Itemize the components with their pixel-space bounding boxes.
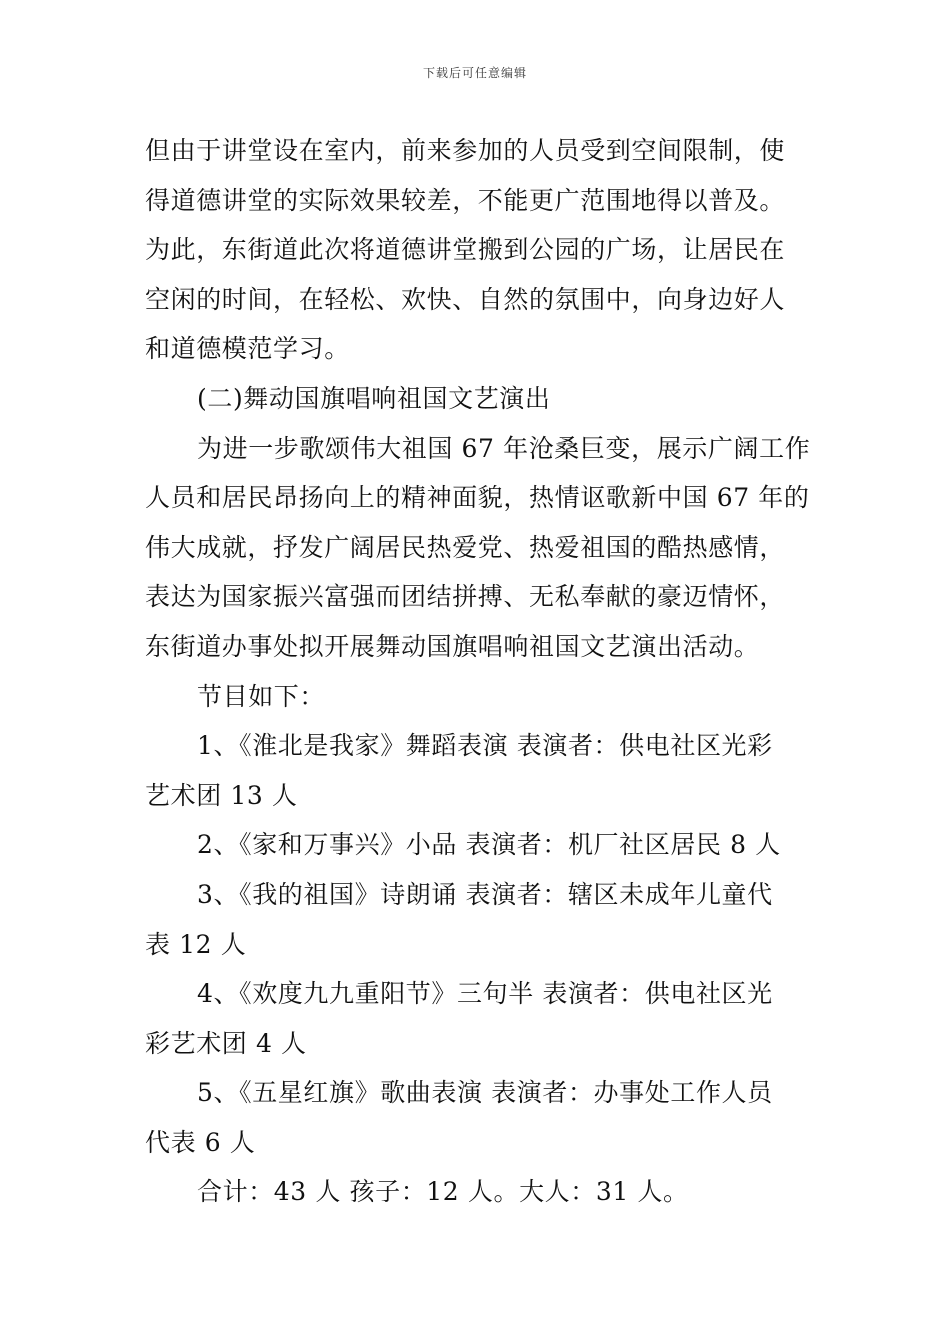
paragraph-line: 伟大成就，抒发广阔居民热爱党、热爱祖国的酷热感情，	[145, 532, 786, 562]
total-summary: 合计：43 人 孩子：12 人。大人：31 人。	[197, 1177, 689, 1207]
paragraph-line: 和道德模范学习。	[145, 334, 350, 364]
paragraph-line: 空闲的时间，在轻松、欢快、自然的氛围中，向身边好人	[145, 284, 786, 314]
program-item: 3、《我的祖国》诗朗诵 表演者：辖区未成年儿童代	[197, 879, 773, 909]
paragraph-line: 为进一步歌颂伟大祖国 67 年沧桑巨变，展示广阔工作	[197, 433, 811, 463]
paragraph-line: 但由于讲堂设在室内，前来参加的人员受到空间限制，使	[145, 136, 786, 165]
paragraph-line: 为此，东街道此次将道德讲堂搬到公园的广场，让居民在	[145, 235, 786, 265]
program-item-continued: 彩艺术团 4 人	[145, 1028, 307, 1058]
paragraph-line: 东街道办事处拟开展舞动国旗唱响祖国文艺演出活动。	[145, 631, 760, 661]
page-header: 下载后可任意编辑	[422, 66, 527, 80]
document-body	[145, 126, 810, 1217]
program-item-continued: 表 12 人	[145, 929, 247, 959]
program-item-continued: 艺术团 13 人	[145, 780, 298, 810]
program-item-continued: 代表 6 人	[145, 1127, 256, 1157]
program-item: 5、《五星红旗》歌曲表演 表演者：办事处工作人员	[197, 1078, 773, 1108]
paragraph-line: 得道德讲堂的实际效果较差，不能更广范围地得以普及。	[145, 185, 786, 215]
program-item: 2、《家和万事兴》小品 表演者：机厂社区居民 8 人	[197, 830, 781, 860]
section-heading: (二)舞动国旗唱响祖国文艺演出	[197, 383, 551, 413]
program-item: 4、《欢度九九重阳节》三句半 表演者：供电社区光	[197, 979, 773, 1009]
program-item: 1、《淮北是我家》舞蹈表演 表演者：供电社区光彩	[197, 731, 773, 761]
paragraph-line: 人员和居民昂扬向上的精神面貌，热情讴歌新中国 67 年的	[145, 483, 810, 513]
paragraph-line: 表达为国家振兴富强而团结拼搏、无私奉献的豪迈情怀，	[145, 582, 786, 612]
program-intro: 节目如下：	[197, 681, 326, 711]
